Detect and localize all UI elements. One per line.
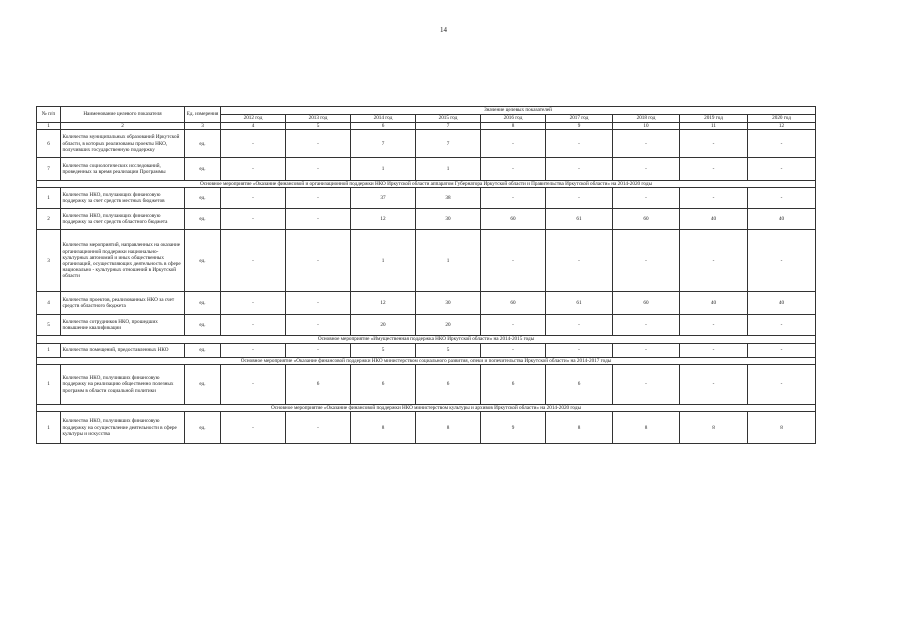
indicator-name: Количество социологических исследований, проведенных за время реализации Программы <box>61 158 185 181</box>
value-cell: - <box>546 158 613 181</box>
value-cell: - <box>221 364 286 404</box>
value-cell: - <box>680 315 748 336</box>
value-cell: - <box>286 130 351 158</box>
value-cell: - <box>546 343 613 357</box>
header-year: 2012 год <box>221 115 286 123</box>
value-cell: - <box>613 315 680 336</box>
value-cell: - <box>546 230 613 292</box>
value-cell: 38 <box>416 188 481 209</box>
value-cell: 9 <box>481 412 546 444</box>
value-cell: 61 <box>546 209 613 230</box>
value-cell: 5 <box>351 343 416 357</box>
header-year: 2017 год <box>546 115 613 123</box>
table-row <box>37 130 816 158</box>
row-number: 1 <box>37 412 61 444</box>
value-cell: - <box>221 292 286 315</box>
row-number: 1 <box>37 343 61 357</box>
value-cell: 6 <box>481 364 546 404</box>
header-no: № п/п <box>37 107 61 123</box>
value-cell: 8 <box>680 412 748 444</box>
value-cell: - <box>748 188 816 209</box>
value-cell: - <box>481 343 546 357</box>
value-cell: 8 <box>546 412 613 444</box>
table-row <box>37 364 816 404</box>
column-number: 9 <box>546 123 613 130</box>
value-cell: - <box>481 188 546 209</box>
header-year: 2014 год <box>351 115 416 123</box>
section-row <box>37 336 816 343</box>
value-cell: 7 <box>351 130 416 158</box>
value-cell: 12 <box>351 292 416 315</box>
value-cell: - <box>748 130 816 158</box>
value-cell: - <box>613 158 680 181</box>
header-year: 2016 год <box>481 115 546 123</box>
indicator-name: Количество проектов, реализованных НКО за счет средств областного бюджета <box>61 292 185 315</box>
row-number: 3 <box>37 230 61 292</box>
value-cell: 61 <box>546 292 613 315</box>
value-cell: 6 <box>286 364 351 404</box>
section-title: Основное мероприятие «Оказание финансовой поддержки НКО министерством культуры и архивов Иркутской области» на 2014-2020 годы <box>37 404 816 411</box>
value-cell: 40 <box>680 209 748 230</box>
unit-cell: ед. <box>185 343 221 357</box>
value-cell: 30 <box>416 292 481 315</box>
header-year: 2020 год <box>748 115 816 123</box>
row-number: 1 <box>37 364 61 404</box>
value-cell: - <box>221 315 286 336</box>
page-number: 14 <box>440 26 447 34</box>
row-number: 7 <box>37 158 61 181</box>
value-cell: - <box>481 230 546 292</box>
value-cell: - <box>286 209 351 230</box>
unit-cell: ед. <box>185 230 221 292</box>
column-numbers-row <box>37 123 816 130</box>
column-number: 7 <box>416 123 481 130</box>
value-cell: - <box>481 158 546 181</box>
header-unit: Ед. измерения <box>185 107 221 123</box>
value-cell: - <box>221 230 286 292</box>
column-number: 12 <box>748 123 816 130</box>
value-cell: - <box>221 343 286 357</box>
table-row <box>37 315 816 336</box>
value-cell: - <box>546 188 613 209</box>
value-cell: - <box>748 343 816 357</box>
value-cell: - <box>481 130 546 158</box>
value-cell: - <box>221 130 286 158</box>
table-row <box>37 209 816 230</box>
value-cell: 60 <box>613 292 680 315</box>
unit-cell: ед. <box>185 364 221 404</box>
unit-cell: ед. <box>185 130 221 158</box>
unit-cell: ед. <box>185 412 221 444</box>
value-cell: - <box>221 158 286 181</box>
value-cell: - <box>748 230 816 292</box>
value-cell: 6 <box>416 364 481 404</box>
table-row <box>37 343 816 357</box>
value-cell: - <box>613 188 680 209</box>
column-number: 10 <box>613 123 680 130</box>
unit-cell: ед. <box>185 188 221 209</box>
column-number: 4 <box>221 123 286 130</box>
header-values-group: Значение целевых показателей <box>221 107 816 115</box>
value-cell: 37 <box>351 188 416 209</box>
value-cell: - <box>286 188 351 209</box>
value-cell: - <box>680 364 748 404</box>
table-row <box>37 292 816 315</box>
value-cell: 6 <box>546 364 613 404</box>
value-cell: - <box>680 158 748 181</box>
value-cell: - <box>680 188 748 209</box>
value-cell: - <box>613 343 680 357</box>
value-cell: - <box>680 130 748 158</box>
value-cell: - <box>481 315 546 336</box>
value-cell: 60 <box>613 209 680 230</box>
indicator-name: Количество мероприятий, направленных на оказание организационной поддержки национально-культурных автономий и иных общественных организаций, осуществляющих деятельность в сфере национально - культурных отношений в Иркутской области <box>61 230 185 292</box>
value-cell: - <box>748 364 816 404</box>
unit-cell: ед. <box>185 292 221 315</box>
header-year: 2018 год <box>613 115 680 123</box>
value-cell: 1 <box>416 158 481 181</box>
value-cell: - <box>286 292 351 315</box>
value-cell: 20 <box>351 315 416 336</box>
indicator-name: Количество помещений, предоставленных НКО <box>61 343 185 357</box>
section-row <box>37 404 816 411</box>
header-year: 2013 год <box>286 115 351 123</box>
section-row <box>37 357 816 364</box>
table-row <box>37 188 816 209</box>
value-cell: 6 <box>351 364 416 404</box>
value-cell: 40 <box>748 292 816 315</box>
indicator-name: Количество НКО, получающих финансовую поддержку за счет средств областного бюджета <box>61 209 185 230</box>
target-indicators-table <box>36 106 816 444</box>
indicator-name: Количество НКО, получивших финансовую поддержку на реализацию общественно полезных программ в области социальной политики <box>61 364 185 404</box>
value-cell: 12 <box>351 209 416 230</box>
section-title: Основное мероприятие «Оказание финансовой поддержки НКО министерством социального развития, опеки и попечительства Иркутской области» на 2014-2017 годы <box>37 357 816 364</box>
value-cell: 8 <box>416 412 481 444</box>
row-number: 2 <box>37 209 61 230</box>
column-number: 2 <box>61 123 185 130</box>
header-year: 2015 год <box>416 115 481 123</box>
value-cell: 7 <box>416 130 481 158</box>
value-cell: 40 <box>680 292 748 315</box>
value-cell: 40 <box>748 209 816 230</box>
value-cell: - <box>286 412 351 444</box>
value-cell: 60 <box>481 292 546 315</box>
unit-cell: ед. <box>185 315 221 336</box>
table-row <box>37 158 816 181</box>
indicator-name: Количество сотрудников НКО, прошедших повышение квалификации <box>61 315 185 336</box>
header-year: 2019 год <box>680 115 748 123</box>
value-cell: - <box>221 209 286 230</box>
value-cell: 20 <box>416 315 481 336</box>
value-cell: - <box>286 230 351 292</box>
value-cell: - <box>286 343 351 357</box>
value-cell: - <box>613 130 680 158</box>
column-number: 3 <box>185 123 221 130</box>
value-cell: - <box>546 130 613 158</box>
value-cell: 30 <box>416 209 481 230</box>
table-row <box>37 412 816 444</box>
column-number: 8 <box>481 123 546 130</box>
table-row <box>37 230 816 292</box>
column-number: 11 <box>680 123 748 130</box>
value-cell: 8 <box>748 412 816 444</box>
value-cell: 5 <box>416 343 481 357</box>
indicator-name: Количество НКО, получивших финансовую поддержку на осуществление деятельности в сфере культуры и искусства <box>61 412 185 444</box>
section-row <box>37 181 816 188</box>
indicator-name: Количество муниципальных образований Иркутской области, в которых реализованы проекты НКО, получивших государственную поддержку <box>61 130 185 158</box>
value-cell: - <box>546 315 613 336</box>
value-cell: 60 <box>481 209 546 230</box>
indicator-name: Количество НКО, получающих финансовую поддержку за счет средств местных бюджетов <box>61 188 185 209</box>
value-cell: 8 <box>613 412 680 444</box>
unit-cell: ед. <box>185 209 221 230</box>
value-cell: - <box>613 364 680 404</box>
value-cell: - <box>680 230 748 292</box>
column-number: 1 <box>37 123 61 130</box>
row-number: 6 <box>37 130 61 158</box>
value-cell: - <box>680 343 748 357</box>
value-cell: 1 <box>351 158 416 181</box>
unit-cell: ед. <box>185 158 221 181</box>
row-number: 5 <box>37 315 61 336</box>
value-cell: - <box>748 158 816 181</box>
value-cell: 1 <box>351 230 416 292</box>
value-cell: - <box>286 158 351 181</box>
column-number: 5 <box>286 123 351 130</box>
table-body <box>37 130 816 444</box>
value-cell: - <box>221 188 286 209</box>
header-name: Наименование целевого показателя <box>61 107 185 123</box>
column-number: 6 <box>351 123 416 130</box>
row-number: 1 <box>37 188 61 209</box>
value-cell: 8 <box>351 412 416 444</box>
value-cell: - <box>221 412 286 444</box>
value-cell: - <box>286 315 351 336</box>
value-cell: 1 <box>416 230 481 292</box>
section-title: Основное мероприятие «Имущественная поддержка НКО Иркутской области» на 2014-2015 годы <box>37 336 816 343</box>
value-cell: - <box>748 315 816 336</box>
row-number: 4 <box>37 292 61 315</box>
section-title: Основное мероприятие «Оказание финансовой и организационной поддержки НКО Иркутской области аппаратом Губернатора Иркутской области и Правительства Иркутской области» на 2014-2020 годы <box>37 181 816 188</box>
value-cell: - <box>613 230 680 292</box>
